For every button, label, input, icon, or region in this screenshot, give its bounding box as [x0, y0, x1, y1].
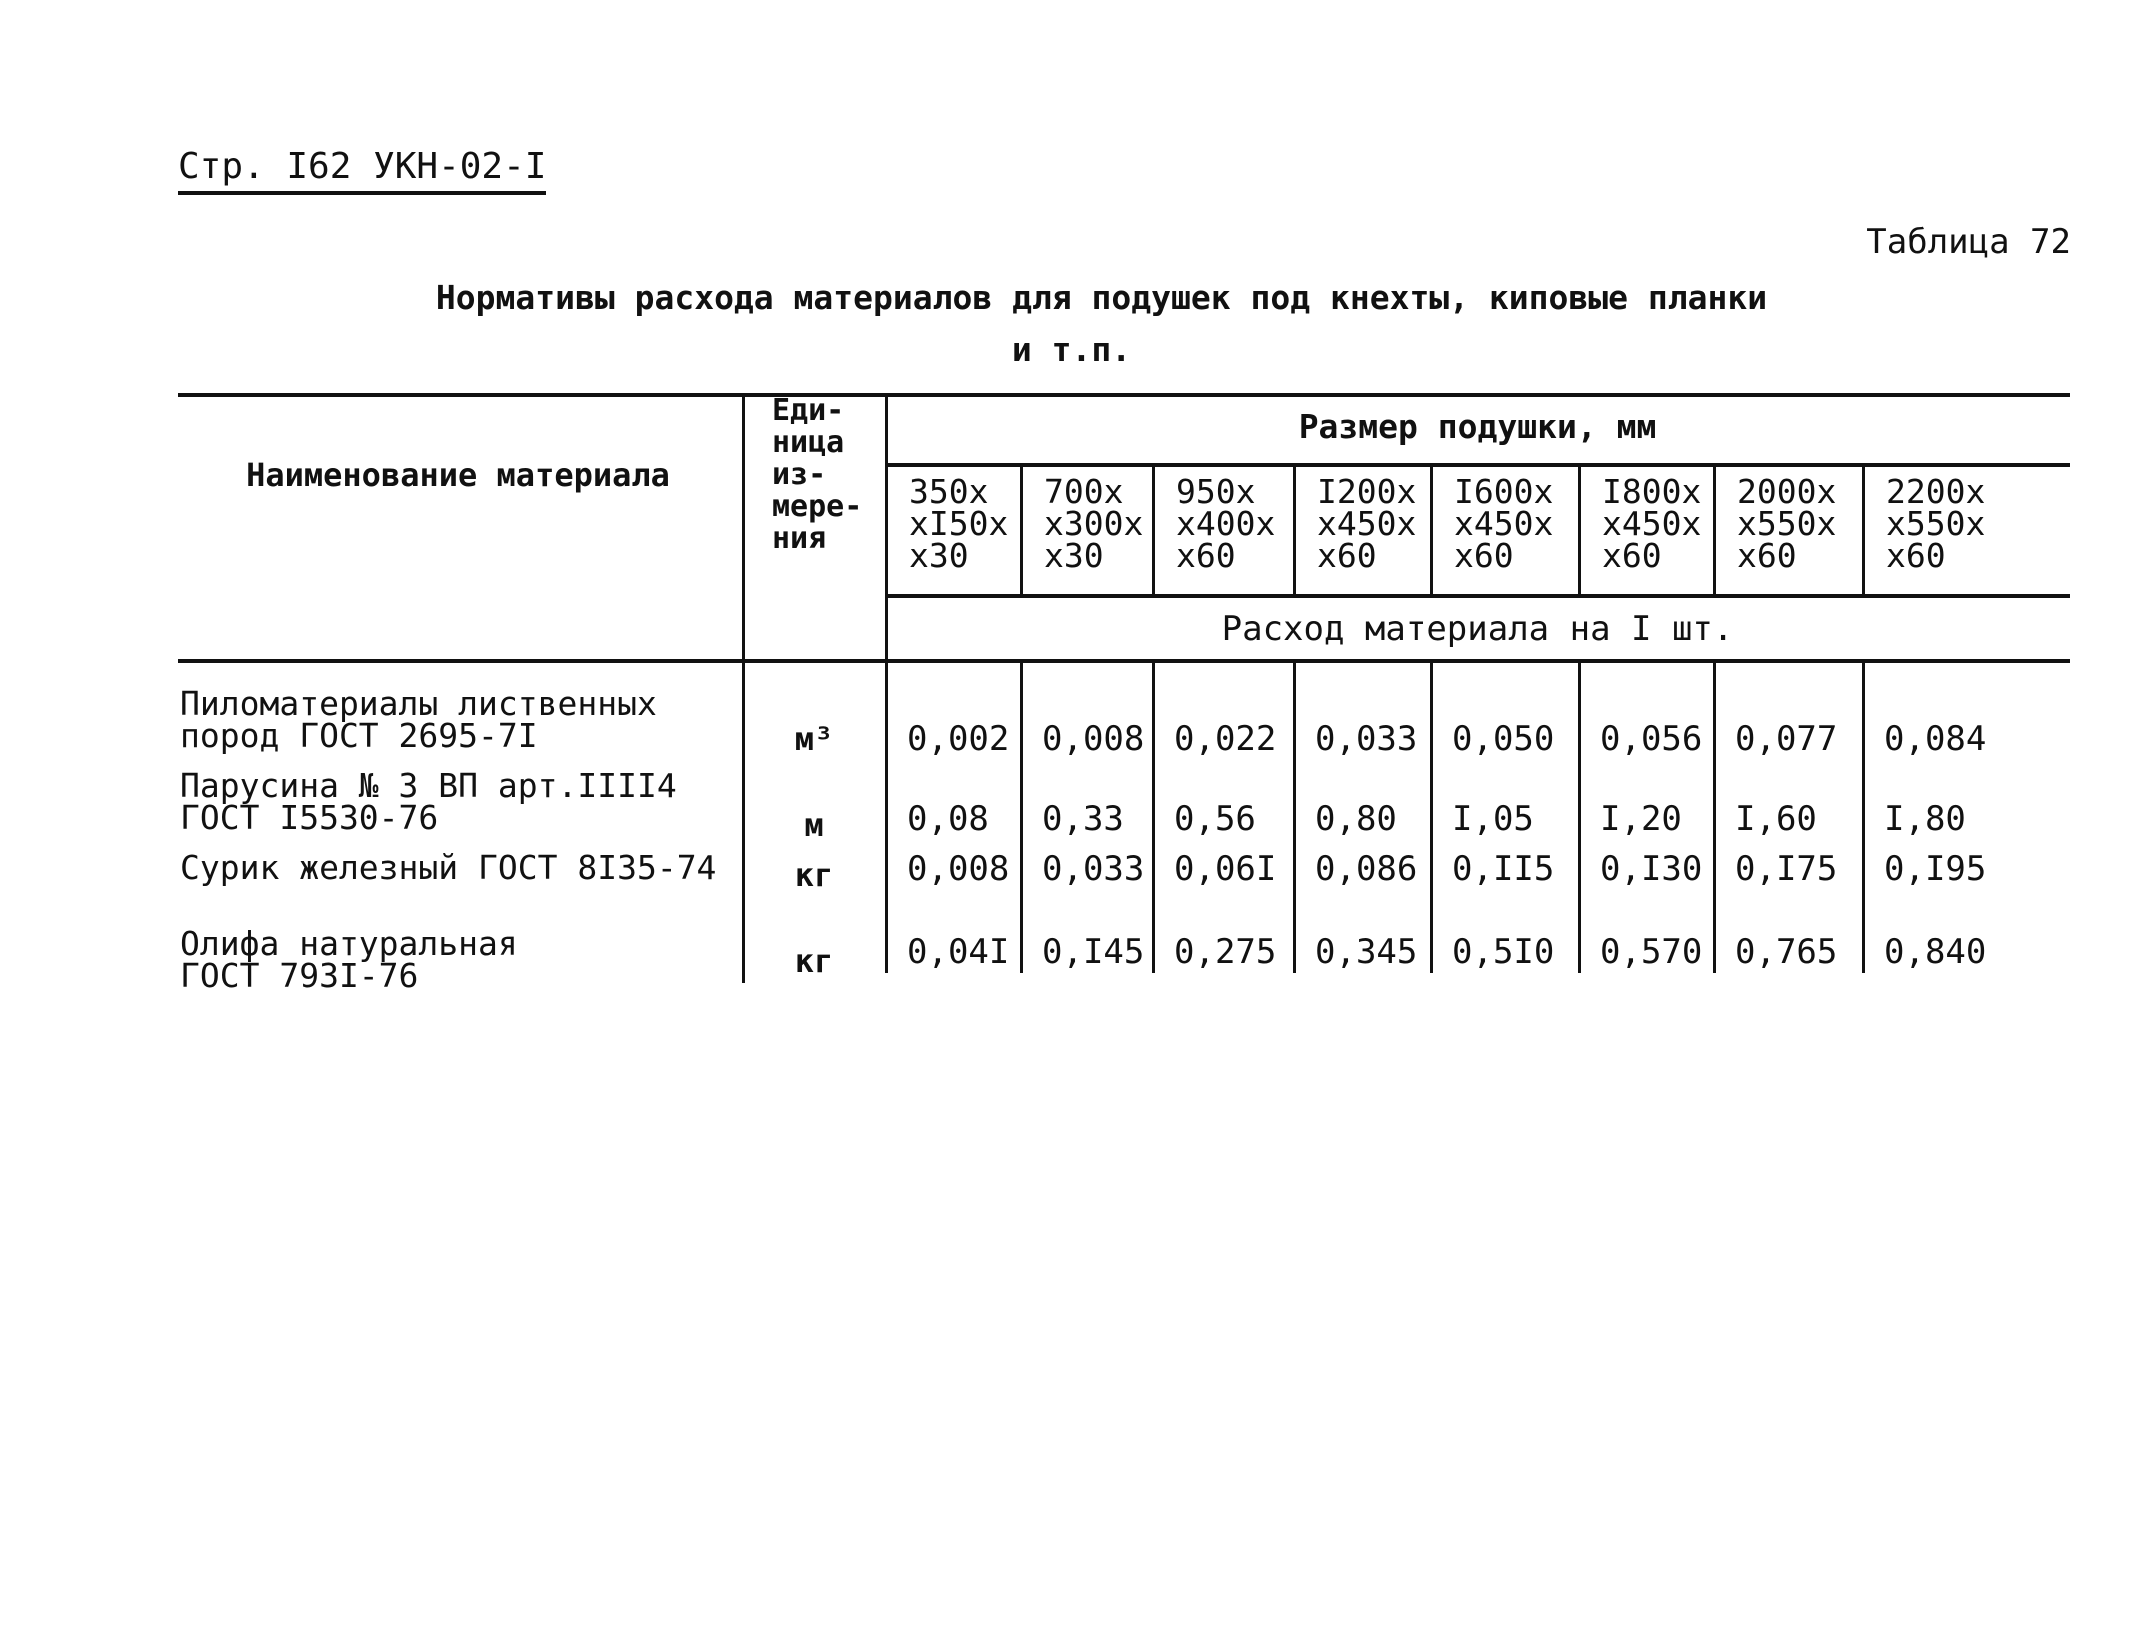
consumption-value: 0,008	[907, 849, 1010, 889]
header-unit	[772, 395, 892, 555]
material-name	[180, 924, 740, 995]
dimension-line: хI50х	[909, 504, 1009, 543]
consumption-value: 0,570	[1600, 932, 1703, 972]
material-name-line: Сурик железный ГОСТ 8I35-74	[180, 848, 717, 887]
body-column-divider	[1578, 659, 1581, 973]
dimension-line: х450х	[1317, 504, 1417, 543]
header-column-divider	[1578, 463, 1581, 594]
consumption-value: 0,80	[1315, 799, 1397, 839]
consumption-value: I,20	[1600, 799, 1682, 839]
body-column-divider	[1862, 659, 1865, 973]
header-unit-line: мере-	[772, 489, 863, 524]
consumption-value: 0,275	[1174, 932, 1277, 972]
body-column-divider	[1430, 659, 1433, 973]
dimension-line: 350х	[909, 472, 989, 511]
dimension-line: 2200х	[1886, 472, 1986, 511]
consumption-value: I,60	[1735, 799, 1817, 839]
header-dimension-cell	[1886, 472, 1986, 575]
header-dimension-cell	[909, 472, 1009, 575]
consumption-value: 0,765	[1735, 932, 1838, 972]
consumption-value: 0,I75	[1735, 849, 1838, 889]
header-column-divider	[1020, 463, 1023, 594]
material-name	[180, 848, 740, 887]
body-column-divider	[1713, 659, 1716, 973]
body-column-divider	[1152, 659, 1155, 973]
dimension-line: 2000х	[1737, 472, 1837, 511]
size-header-rule	[885, 463, 2070, 467]
header-column-divider	[1862, 463, 1865, 594]
material-name-line: пород ГОСТ 2695-7I	[180, 716, 538, 755]
header-dimension-cell	[1454, 472, 1554, 575]
consumption-value: 0,I95	[1884, 849, 1987, 889]
body-column-divider	[1293, 659, 1296, 973]
dimension-line: х400х	[1176, 504, 1276, 543]
header-pad-size: Размер подушки, мм	[1298, 407, 1657, 446]
consumption-value: 0,06I	[1174, 849, 1277, 889]
consumption-value: 0,I45	[1042, 932, 1145, 972]
consumption-value: 0,022	[1174, 719, 1277, 759]
dimension-line: х30	[909, 536, 969, 575]
consumption-value: 0,345	[1315, 932, 1418, 972]
material-name-line: ГОСТ I5530-76	[180, 798, 439, 837]
dimension-line: х550х	[1886, 504, 1986, 543]
body-column-divider	[1020, 659, 1023, 973]
table-title	[0, 272, 2143, 376]
material-name-line: Пиломатериалы лиственных	[180, 684, 657, 723]
dimension-line: I800х	[1602, 472, 1702, 511]
consumption-value: I,05	[1452, 799, 1534, 839]
header-consumption: Расход материала на I шт.	[1221, 609, 1734, 649]
consumption-value: 0,050	[1452, 719, 1555, 759]
header-dimension-cell	[1044, 472, 1144, 575]
consumption-value: 0,002	[907, 719, 1010, 759]
material-name-line: Олифа натуральная	[180, 924, 518, 963]
dimension-line: 700х	[1044, 472, 1124, 511]
consumption-value: 0,084	[1884, 719, 1987, 759]
table-top-rule	[178, 393, 2070, 397]
header-column-divider	[1152, 463, 1155, 594]
consumption-value: 0,II5	[1452, 849, 1555, 889]
dimension-line: х450х	[1602, 504, 1702, 543]
consumption-value: 0,056	[1600, 719, 1703, 759]
title-line-2: и т.п.	[1011, 330, 1132, 369]
dimension-line: х60	[1176, 536, 1236, 575]
material-unit: м³	[794, 720, 834, 758]
consumption-value: 0,04I	[907, 932, 1010, 972]
consumption-value: 0,08	[907, 799, 989, 839]
dimension-line: х450х	[1454, 504, 1554, 543]
dimensions-bottom-rule	[885, 594, 2070, 598]
header-material-name: Наименование материала	[246, 456, 670, 494]
name-unit-divider	[742, 393, 745, 983]
dimension-line: х60	[1737, 536, 1797, 575]
header-bottom-rule	[178, 659, 2070, 663]
dimension-line: х30	[1044, 536, 1104, 575]
material-unit: кг	[794, 856, 834, 894]
dimension-line: I200х	[1317, 472, 1417, 511]
header-column-divider	[1293, 463, 1296, 594]
material-unit: кг	[794, 942, 834, 980]
consumption-value: 0,077	[1735, 719, 1838, 759]
material-unit: м	[804, 806, 824, 844]
dimension-line: х300х	[1044, 504, 1144, 543]
header-unit-line: Еди-	[772, 393, 845, 428]
header-dimension-cell	[1602, 472, 1702, 575]
header-unit-line: ница	[772, 425, 845, 460]
header-dimension-cell	[1176, 472, 1276, 575]
table-number: Таблица 72	[1866, 222, 2071, 262]
header-unit-line: ния	[772, 521, 827, 556]
material-name	[180, 684, 740, 755]
dimension-line: I600х	[1454, 472, 1554, 511]
consumption-value: 0,008	[1042, 719, 1145, 759]
page-reference: Стр. I62 УКН-02-I	[178, 146, 546, 195]
consumption-value: I,80	[1884, 799, 1966, 839]
dimension-line: х60	[1454, 536, 1514, 575]
consumption-value: 0,840	[1884, 932, 1987, 972]
dimension-line: х60	[1602, 536, 1662, 575]
dimension-line: х60	[1317, 536, 1377, 575]
header-dimension-cell	[1317, 472, 1417, 575]
dimension-line: х550х	[1737, 504, 1837, 543]
header-column-divider	[1713, 463, 1716, 594]
header-unit-line: из-	[772, 457, 827, 492]
dimension-line: х60	[1886, 536, 1946, 575]
consumption-value: 0,56	[1174, 799, 1256, 839]
material-name-line: Парусина № 3 ВП арт.IIII4	[180, 766, 677, 805]
consumption-value: 0,033	[1315, 719, 1418, 759]
material-name	[180, 766, 740, 837]
consumption-value: 0,I30	[1600, 849, 1703, 889]
dimension-line: 950х	[1176, 472, 1256, 511]
title-line-1: Нормативы расхода материалов для подушек под кнехты, киповые планки	[435, 278, 1768, 317]
consumption-value: 0,5I0	[1452, 932, 1555, 972]
consumption-value: 0,033	[1042, 849, 1145, 889]
header-dimension-cell	[1737, 472, 1837, 575]
consumption-value: 0,33	[1042, 799, 1124, 839]
consumption-value: 0,086	[1315, 849, 1418, 889]
material-name-line: ГОСТ 793I-76	[180, 956, 419, 995]
header-column-divider	[1430, 463, 1433, 594]
